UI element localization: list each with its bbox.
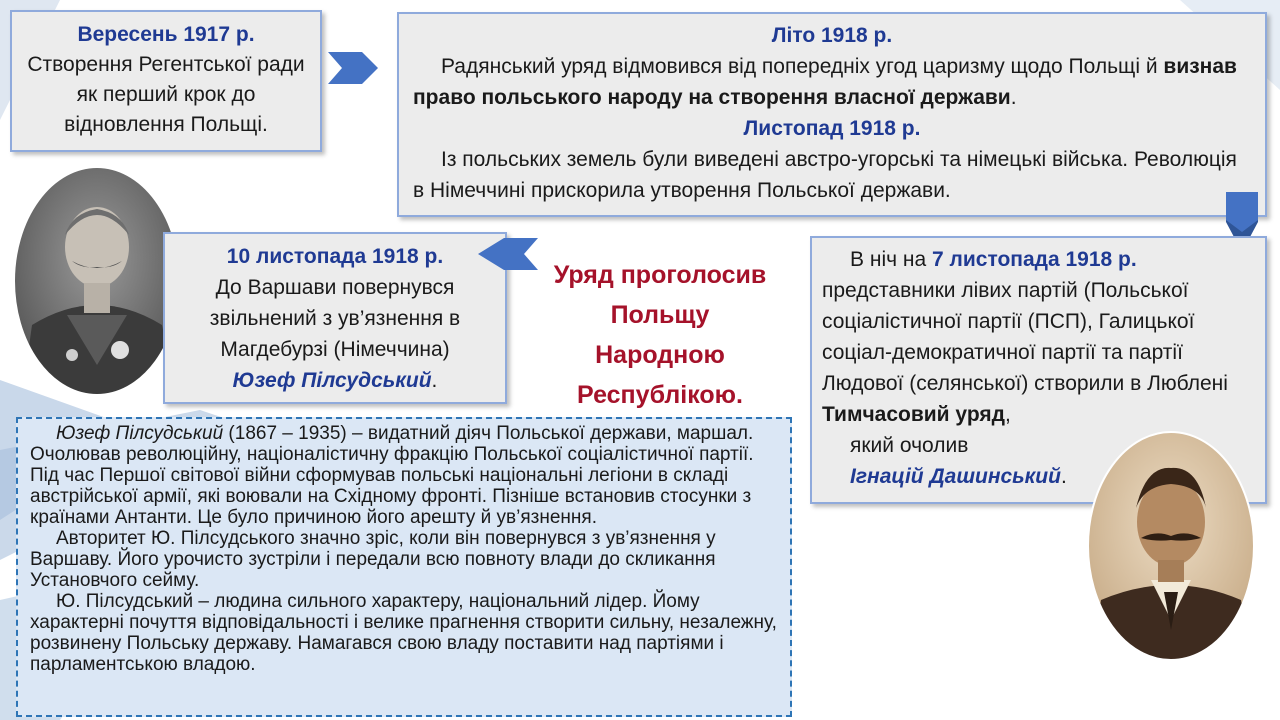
november-10-box (163, 232, 507, 404)
november-10-name-line: Юзеф Пілсудський. (232, 369, 438, 392)
november-7-box: В ніч на 7 листопада 1918 р. представники лівих партій (Польської соціалістичної партії (ПСП), Галицької соціал-демократичної партії та партії Людової (селянської) створили в Люблені Тимчасовий уряд, який очолив Ігнацій Дашинський. (810, 236, 1267, 504)
bio-name: Юзеф Пілсудський (56, 423, 224, 444)
portrait-pilsudski (12, 165, 182, 397)
bio-paragraph-1: Юзеф Пілсудський (1867 – 1935) – видатний діяч Польської держави, маршал. Очолював революційну, націоналістичну фракцію Польської соціалістичної партії. Під час Першої світової війни сформував польські національні легіони в складі австрійської армії, які воювали на Східному фронті. Пізніше встановив стосунки з країнами Антанти. Це було причиною його арешту й ув’язнення. (30, 423, 754, 528)
summer-1918-date: Літо 1918 р. (771, 24, 893, 47)
november-10-text: До Варшави повернувся звільнений з ув’язнення в Магдебурзі (Німеччина) (209, 276, 461, 361)
pilsudski-name: Юзеф Пілсудський (232, 369, 432, 392)
pilsudski-biography (16, 417, 792, 717)
november-1918-text: Із польських земель були виведені австро-угорські та німецькі війська. Революція в Німеччині прискорила утворення Польської держави. (413, 148, 1237, 202)
bio-paragraph-2: Авторитет Ю. Пілсудського значно зріс, коли він повернувся з ув’язнення у Варшаву. Його урочисто зустріли і передали всю повноту влади до скликання Установчого сейму. (30, 528, 716, 591)
arrow-left-icon (476, 236, 540, 272)
november-10-date: 10 листопада 1918 р. (226, 245, 444, 268)
daszynski-name: Ігнацій Дашинський (850, 465, 1061, 488)
summer-1918-text: Радянський уряд відмовився від попередніх угод царизму щодо Польщі й визнав право польського народу на створення власної держави. (413, 55, 1237, 109)
summer-1918-box (397, 12, 1267, 217)
republic-headline: Уряд проголосив Польщу Народною Республікою. (553, 261, 767, 409)
september-1917-text: Створення Регентської ради як перший крок до відновлення Польщі. (27, 53, 305, 136)
november-7-date: 7 листопада 1918 р. (932, 248, 1137, 271)
november-1918-date: Листопад 1918 р. (743, 117, 921, 140)
provisional-government: Тимчасовий уряд (822, 403, 1005, 426)
september-1917-date: Вересень 1917 р. (77, 23, 255, 46)
bio-paragraph-3: Ю. Пілсудський – людина сильного характеру, національний лідер. Йому характерні почуття відповідальності і велике прагнення створити сильну, незалежну, розвинену Польську державу. Намагався свою владу поставити над партіями і парламентською владою. (30, 591, 777, 675)
november-7-text: В ніч на 7 листопада 1918 р. представники лівих партій (Польської соціалістичної партії (ПСП), Галицької соціал-демократичної партії та партії Людової (селянської) створили в Люблені Тимчасовий уряд, (822, 248, 1228, 426)
portrait-daszynski (1086, 430, 1256, 662)
arrow-right-icon (328, 50, 380, 86)
september-1917-box (10, 10, 322, 152)
right-of-polish-people: визнав право польського народу на створення власної держави (413, 55, 1237, 109)
